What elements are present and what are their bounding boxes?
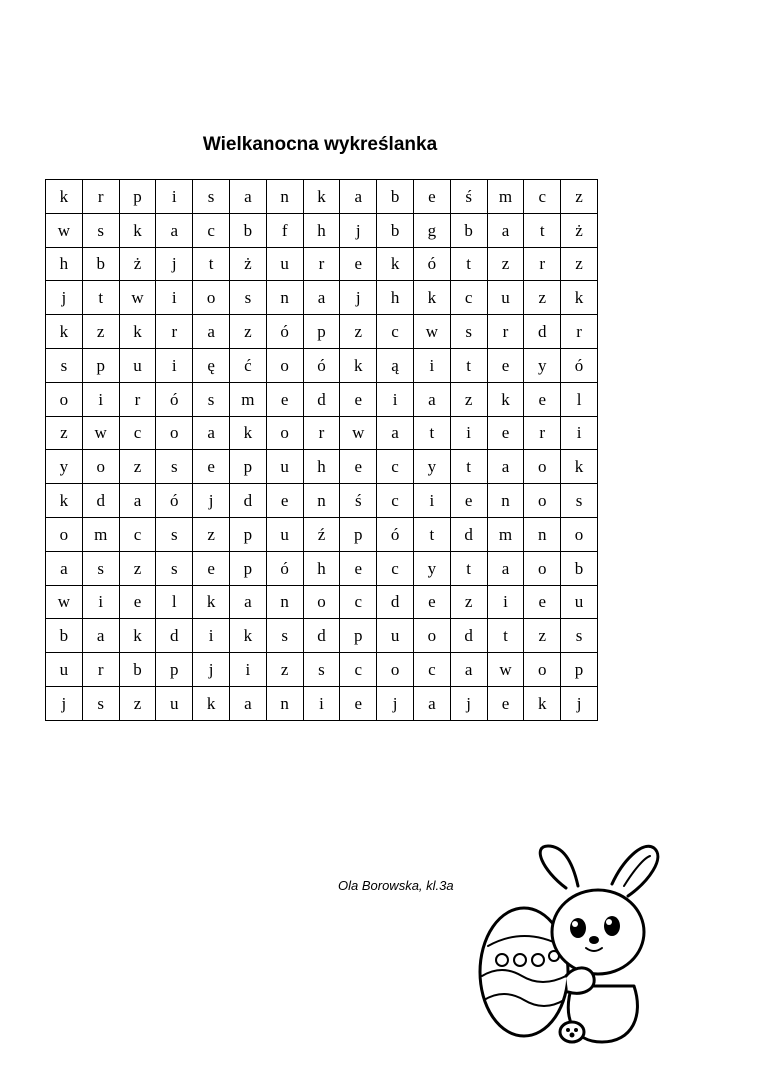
- grid-cell: e: [524, 382, 561, 416]
- grid-cell: b: [450, 213, 487, 247]
- grid-cell: e: [266, 382, 303, 416]
- grid-cell: k: [561, 281, 598, 315]
- grid-cell: t: [450, 450, 487, 484]
- grid-cell: k: [340, 348, 377, 382]
- grid-cell: d: [156, 619, 193, 653]
- grid-cell: b: [561, 551, 598, 585]
- grid-cell: z: [561, 180, 598, 214]
- grid-cell: i: [156, 348, 193, 382]
- grid-cell: d: [377, 585, 414, 619]
- grid-cell: w: [46, 585, 83, 619]
- grid-row: [46, 247, 598, 281]
- grid-cell: o: [303, 585, 340, 619]
- grid-cell: o: [266, 416, 303, 450]
- grid-row: [46, 315, 598, 349]
- grid-cell: g: [413, 213, 450, 247]
- grid-cell: p: [229, 450, 266, 484]
- grid-cell: k: [46, 484, 83, 518]
- grid-cell: i: [229, 653, 266, 687]
- grid-cell: w: [487, 653, 524, 687]
- grid-cell: a: [450, 653, 487, 687]
- grid-row: [46, 484, 598, 518]
- grid-cell: k: [229, 619, 266, 653]
- grid-cell: r: [82, 180, 119, 214]
- grid-cell: c: [340, 585, 377, 619]
- grid-row: [46, 180, 598, 214]
- grid-cell: a: [340, 180, 377, 214]
- grid-cell: ó: [266, 315, 303, 349]
- grid-cell: t: [450, 247, 487, 281]
- grid-cell: r: [524, 416, 561, 450]
- grid-cell: e: [193, 551, 230, 585]
- grid-cell: y: [413, 551, 450, 585]
- grid-cell: p: [340, 619, 377, 653]
- grid-cell: y: [524, 348, 561, 382]
- grid-row: [46, 653, 598, 687]
- grid-cell: a: [82, 619, 119, 653]
- grid-cell: i: [156, 281, 193, 315]
- grid-cell: ą: [377, 348, 414, 382]
- grid-cell: r: [303, 416, 340, 450]
- grid-cell: k: [119, 213, 156, 247]
- grid-cell: o: [524, 484, 561, 518]
- bunny-with-egg-icon: [462, 836, 682, 1056]
- grid-cell: k: [413, 281, 450, 315]
- page-title: Wielkanocna wykreślanka: [202, 134, 438, 155]
- grid-cell: c: [119, 517, 156, 551]
- grid-cell: h: [303, 551, 340, 585]
- grid-cell: ś: [340, 484, 377, 518]
- grid-cell: e: [266, 484, 303, 518]
- grid-cell: w: [46, 213, 83, 247]
- grid-cell: t: [450, 551, 487, 585]
- grid-cell: n: [524, 517, 561, 551]
- grid-cell: p: [229, 551, 266, 585]
- grid-cell: u: [46, 653, 83, 687]
- grid-cell: z: [119, 686, 156, 720]
- grid-row: [46, 281, 598, 315]
- grid-cell: o: [524, 653, 561, 687]
- grid-cell: k: [46, 315, 83, 349]
- grid-cell: w: [119, 281, 156, 315]
- grid-cell: e: [487, 686, 524, 720]
- grid-cell: c: [193, 213, 230, 247]
- grid-cell: a: [413, 382, 450, 416]
- grid-cell: s: [450, 315, 487, 349]
- grid-row: [46, 382, 598, 416]
- grid-row: [46, 416, 598, 450]
- grid-cell: o: [46, 382, 83, 416]
- grid-cell: r: [156, 315, 193, 349]
- grid-cell: f: [266, 213, 303, 247]
- grid-cell: p: [303, 315, 340, 349]
- grid-cell: y: [46, 450, 83, 484]
- grid-cell: c: [524, 180, 561, 214]
- grid-cell: c: [377, 551, 414, 585]
- grid-cell: p: [229, 517, 266, 551]
- grid-cell: e: [340, 382, 377, 416]
- grid-cell: p: [82, 348, 119, 382]
- grid-cell: a: [193, 416, 230, 450]
- grid-cell: ę: [193, 348, 230, 382]
- grid-cell: i: [413, 348, 450, 382]
- grid-cell: t: [450, 348, 487, 382]
- grid-cell: ó: [156, 484, 193, 518]
- grid-cell: i: [413, 484, 450, 518]
- grid-row: [46, 619, 598, 653]
- grid-cell: s: [229, 281, 266, 315]
- grid-cell: m: [229, 382, 266, 416]
- grid-cell: z: [46, 416, 83, 450]
- grid-cell: k: [119, 619, 156, 653]
- grid-cell: d: [524, 315, 561, 349]
- grid-cell: k: [229, 416, 266, 450]
- grid-cell: o: [561, 517, 598, 551]
- grid-cell: k: [524, 686, 561, 720]
- grid-cell: j: [193, 653, 230, 687]
- grid-cell: o: [156, 416, 193, 450]
- grid-cell: j: [340, 213, 377, 247]
- grid-cell: j: [450, 686, 487, 720]
- grid-cell: i: [193, 619, 230, 653]
- grid-cell: i: [450, 416, 487, 450]
- grid-cell: e: [413, 180, 450, 214]
- grid-cell: k: [377, 247, 414, 281]
- grid-cell: e: [524, 585, 561, 619]
- grid-cell: b: [377, 180, 414, 214]
- grid-cell: u: [266, 247, 303, 281]
- grid-cell: ż: [119, 247, 156, 281]
- grid-cell: j: [156, 247, 193, 281]
- grid-cell: u: [266, 517, 303, 551]
- grid-cell: ć: [229, 348, 266, 382]
- grid-cell: z: [82, 315, 119, 349]
- grid-cell: c: [450, 281, 487, 315]
- grid-cell: a: [229, 585, 266, 619]
- grid-cell: c: [377, 484, 414, 518]
- grid-cell: c: [119, 416, 156, 450]
- grid-row: [46, 348, 598, 382]
- grid-cell: z: [524, 281, 561, 315]
- grid-cell: s: [193, 382, 230, 416]
- grid-cell: l: [561, 382, 598, 416]
- grid-cell: h: [377, 281, 414, 315]
- grid-cell: d: [450, 517, 487, 551]
- grid-cell: o: [413, 619, 450, 653]
- grid-cell: y: [413, 450, 450, 484]
- grid-cell: a: [156, 213, 193, 247]
- grid-cell: z: [119, 450, 156, 484]
- grid-cell: e: [340, 247, 377, 281]
- grid-cell: z: [450, 585, 487, 619]
- grid-cell: b: [119, 653, 156, 687]
- grid-cell: ó: [303, 348, 340, 382]
- grid-cell: a: [229, 686, 266, 720]
- grid-row: [46, 450, 598, 484]
- grid-cell: i: [82, 382, 119, 416]
- grid-cell: k: [303, 180, 340, 214]
- grid-cell: i: [561, 416, 598, 450]
- grid-cell: k: [561, 450, 598, 484]
- grid-cell: r: [561, 315, 598, 349]
- grid-cell: n: [266, 281, 303, 315]
- grid-cell: w: [413, 315, 450, 349]
- grid-cell: z: [524, 619, 561, 653]
- grid-cell: b: [46, 619, 83, 653]
- grid-cell: o: [377, 653, 414, 687]
- grid-cell: t: [193, 247, 230, 281]
- grid-cell: ó: [266, 551, 303, 585]
- grid-cell: h: [303, 213, 340, 247]
- grid-cell: t: [82, 281, 119, 315]
- grid-cell: j: [46, 281, 83, 315]
- grid-cell: ó: [561, 348, 598, 382]
- grid-cell: j: [377, 686, 414, 720]
- grid-cell: z: [561, 247, 598, 281]
- grid-cell: h: [303, 450, 340, 484]
- grid-cell: e: [340, 450, 377, 484]
- grid-cell: s: [156, 517, 193, 551]
- grid-cell: i: [303, 686, 340, 720]
- grid-cell: s: [561, 619, 598, 653]
- grid-cell: i: [377, 382, 414, 416]
- grid-cell: p: [340, 517, 377, 551]
- grid-cell: k: [193, 585, 230, 619]
- grid-cell: z: [229, 315, 266, 349]
- grid-cell: j: [340, 281, 377, 315]
- grid-cell: z: [340, 315, 377, 349]
- grid-cell: o: [46, 517, 83, 551]
- grid-cell: z: [266, 653, 303, 687]
- author-credit: Ola Borowska, kl.3a: [338, 878, 454, 893]
- grid-cell: o: [524, 551, 561, 585]
- grid-cell: z: [193, 517, 230, 551]
- grid-cell: p: [561, 653, 598, 687]
- grid-row: [46, 585, 598, 619]
- grid-cell: c: [377, 450, 414, 484]
- grid-cell: r: [82, 653, 119, 687]
- word-search-grid: [45, 179, 598, 721]
- grid-cell: ó: [156, 382, 193, 416]
- grid-cell: j: [193, 484, 230, 518]
- grid-cell: h: [46, 247, 83, 281]
- grid-cell: p: [156, 653, 193, 687]
- grid-cell: t: [524, 213, 561, 247]
- grid-cell: w: [340, 416, 377, 450]
- grid-cell: b: [82, 247, 119, 281]
- grid-cell: s: [303, 653, 340, 687]
- grid-cell: a: [229, 180, 266, 214]
- grid-cell: o: [524, 450, 561, 484]
- grid-cell: a: [46, 551, 83, 585]
- grid-row: [46, 551, 598, 585]
- grid-cell: b: [377, 213, 414, 247]
- grid-cell: a: [119, 484, 156, 518]
- grid-cell: b: [229, 213, 266, 247]
- grid-cell: o: [82, 450, 119, 484]
- grid-cell: e: [193, 450, 230, 484]
- grid-cell: m: [487, 180, 524, 214]
- grid-cell: u: [487, 281, 524, 315]
- grid-cell: e: [340, 551, 377, 585]
- grid-cell: k: [193, 686, 230, 720]
- grid-cell: w: [82, 416, 119, 450]
- grid-cell: c: [413, 653, 450, 687]
- grid-cell: s: [156, 450, 193, 484]
- grid-cell: o: [193, 281, 230, 315]
- grid-cell: a: [487, 450, 524, 484]
- grid-row: [46, 686, 598, 720]
- grid-cell: ó: [377, 517, 414, 551]
- grid-cell: s: [156, 551, 193, 585]
- grid-cell: e: [340, 686, 377, 720]
- grid-cell: c: [377, 315, 414, 349]
- grid-cell: u: [156, 686, 193, 720]
- grid-row: [46, 213, 598, 247]
- grid-cell: k: [46, 180, 83, 214]
- grid-cell: t: [413, 416, 450, 450]
- grid-cell: i: [82, 585, 119, 619]
- grid-cell: r: [524, 247, 561, 281]
- grid-row: [46, 517, 598, 551]
- grid-cell: ś: [450, 180, 487, 214]
- grid-cell: t: [487, 619, 524, 653]
- grid-cell: m: [82, 517, 119, 551]
- grid-cell: z: [487, 247, 524, 281]
- grid-cell: m: [487, 517, 524, 551]
- grid-cell: a: [193, 315, 230, 349]
- grid-cell: p: [119, 180, 156, 214]
- grid-cell: ż: [229, 247, 266, 281]
- grid-cell: j: [561, 686, 598, 720]
- grid-cell: n: [266, 180, 303, 214]
- grid-cell: r: [303, 247, 340, 281]
- grid-cell: u: [561, 585, 598, 619]
- grid-cell: e: [450, 484, 487, 518]
- grid-cell: e: [487, 416, 524, 450]
- grid-cell: j: [46, 686, 83, 720]
- grid-cell: r: [487, 315, 524, 349]
- grid-cell: i: [487, 585, 524, 619]
- grid-cell: s: [82, 213, 119, 247]
- grid-cell: u: [266, 450, 303, 484]
- grid-cell: a: [487, 551, 524, 585]
- grid-cell: n: [266, 686, 303, 720]
- grid-cell: s: [266, 619, 303, 653]
- grid-cell: o: [266, 348, 303, 382]
- grid-cell: a: [303, 281, 340, 315]
- grid-cell: a: [413, 686, 450, 720]
- grid-cell: k: [487, 382, 524, 416]
- grid-cell: d: [229, 484, 266, 518]
- grid-cell: i: [156, 180, 193, 214]
- grid-cell: t: [413, 517, 450, 551]
- grid-cell: e: [413, 585, 450, 619]
- grid-cell: e: [487, 348, 524, 382]
- grid-cell: s: [46, 348, 83, 382]
- grid-cell: ż: [561, 213, 598, 247]
- grid-cell: e: [119, 585, 156, 619]
- grid-cell: d: [82, 484, 119, 518]
- grid-cell: a: [487, 213, 524, 247]
- grid-cell: n: [303, 484, 340, 518]
- grid-cell: d: [450, 619, 487, 653]
- grid-cell: s: [82, 551, 119, 585]
- grid-cell: d: [303, 382, 340, 416]
- grid-cell: s: [193, 180, 230, 214]
- grid-cell: c: [340, 653, 377, 687]
- grid-cell: n: [487, 484, 524, 518]
- grid-cell: d: [303, 619, 340, 653]
- grid-cell: n: [266, 585, 303, 619]
- grid-cell: u: [377, 619, 414, 653]
- grid-cell: s: [82, 686, 119, 720]
- grid-cell: ó: [413, 247, 450, 281]
- grid-cell: k: [119, 315, 156, 349]
- grid-cell: u: [119, 348, 156, 382]
- grid-cell: a: [377, 416, 414, 450]
- grid-cell: z: [450, 382, 487, 416]
- grid-cell: s: [561, 484, 598, 518]
- grid-cell: r: [119, 382, 156, 416]
- grid-cell: ź: [303, 517, 340, 551]
- grid-cell: z: [119, 551, 156, 585]
- grid-cell: l: [156, 585, 193, 619]
